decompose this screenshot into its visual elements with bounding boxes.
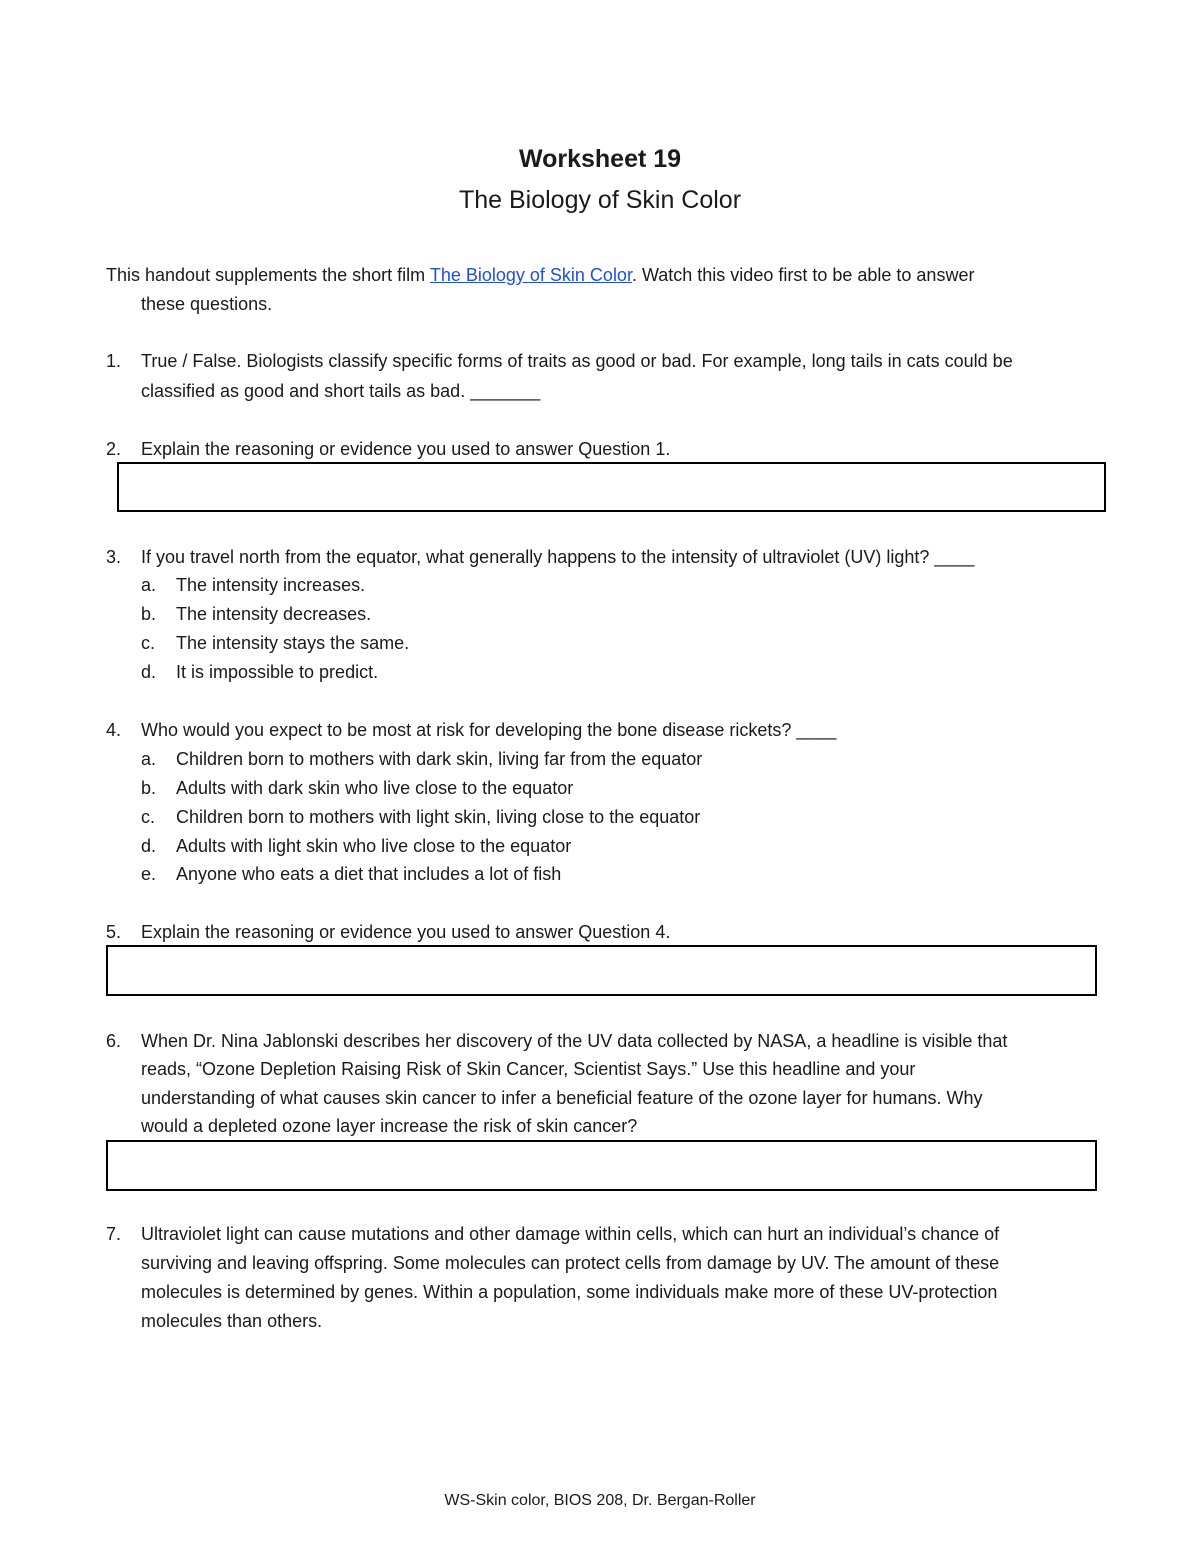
- q2-answer-box[interactable]: [117, 462, 1106, 512]
- q3-option-d: It is impossible to predict.: [176, 662, 379, 682]
- q1-number: 1.: [106, 351, 122, 371]
- page-subtitle: The Biology of Skin Color: [458, 186, 742, 214]
- q4-option-e-letter: e.: [141, 864, 157, 884]
- q6-line-2: reads, “Ozone Depletion Raising Risk of Skin Cancer, Scientist Says.” Use this headline and your: [141, 1059, 916, 1079]
- q7-number: 7.: [106, 1224, 122, 1244]
- q4-option-b-letter: b.: [141, 778, 157, 798]
- intro-text-before: This handout supplements the short film: [106, 265, 430, 285]
- q1-line-1: True / False. Biologists classify specific forms of traits as good or bad. For example, long tails in cats could be: [141, 351, 1013, 371]
- q4-option-e: Anyone who eats a diet that includes a lot of fish: [176, 864, 562, 884]
- q4-number: 4.: [106, 720, 122, 740]
- q2-number: 2.: [106, 439, 122, 459]
- page-footer: WS-Skin color, BIOS 208, Dr. Bergan-Roller: [444, 1492, 756, 1509]
- q7-line-3: molecules is determined by genes. Within a population, some individuals make more of these UV-protection: [141, 1282, 998, 1302]
- q5-number: 5.: [106, 922, 122, 942]
- q5-answer-box[interactable]: [106, 945, 1097, 996]
- q1-line-2: classified as good and short tails as bad. _______: [141, 381, 541, 401]
- q3-option-a-letter: a.: [141, 575, 157, 595]
- q3-text: If you travel north from the equator, what generally happens to the intensity of ultraviolet (UV) light? ____: [141, 547, 975, 567]
- q3-number: 3.: [106, 547, 122, 567]
- q4-option-d: Adults with light skin who live close to the equator: [176, 836, 572, 856]
- q4-option-a-letter: a.: [141, 749, 157, 769]
- q4-text: Who would you expect to be most at risk for developing the bone disease rickets? ____: [141, 720, 837, 740]
- q3-option-d-letter: d.: [141, 662, 157, 682]
- q4-option-d-letter: d.: [141, 836, 157, 856]
- q3-option-a: The intensity increases.: [176, 575, 366, 595]
- film-link[interactable]: The Biology of Skin Color: [429, 265, 632, 285]
- page-title: Worksheet 19: [518, 145, 682, 173]
- q6-number: 6.: [106, 1031, 122, 1051]
- q3-option-c: The intensity stays the same.: [176, 633, 410, 653]
- q4-option-c: Children born to mothers with light skin, living close to the equator: [176, 807, 701, 827]
- intro-paragraph: [106, 264, 974, 286]
- q7-line-1: Ultraviolet light can cause mutations and other damage within cells, which can hurt an individual’s chance of: [141, 1224, 1000, 1244]
- q3-option-b-letter: b.: [141, 604, 157, 624]
- q3-option-b: The intensity decreases.: [176, 604, 372, 624]
- q7-line-2: surviving and leaving offspring. Some molecules can protect cells from damage by UV. The amount of these: [141, 1253, 1000, 1273]
- intro-line-2: these questions.: [141, 294, 273, 314]
- q4-option-b: Adults with dark skin who live close to the equator: [176, 778, 574, 798]
- q4-option-a: Children born to mothers with dark skin, living far from the equator: [176, 749, 703, 769]
- q6-answer-box[interactable]: [106, 1140, 1097, 1191]
- q2-text: Explain the reasoning or evidence you used to answer Question 1.: [141, 439, 671, 459]
- q4-option-c-letter: c.: [141, 807, 156, 827]
- q7-line-4: molecules than others.: [141, 1311, 323, 1331]
- q3-option-c-letter: c.: [141, 633, 156, 653]
- q5-text: Explain the reasoning or evidence you used to answer Question 4.: [141, 922, 671, 942]
- q6-line-3: understanding of what causes skin cancer to infer a beneficial feature of the ozone layer for humans. Why: [141, 1088, 983, 1108]
- intro-text-after: . Watch this video first to be able to answer: [631, 265, 975, 285]
- q6-line-1: When Dr. Nina Jablonski describes her discovery of the UV data collected by NASA, a headline is visible that: [141, 1031, 1008, 1051]
- q6-line-4: would a depleted ozone layer increase the risk of skin cancer?: [141, 1116, 638, 1136]
